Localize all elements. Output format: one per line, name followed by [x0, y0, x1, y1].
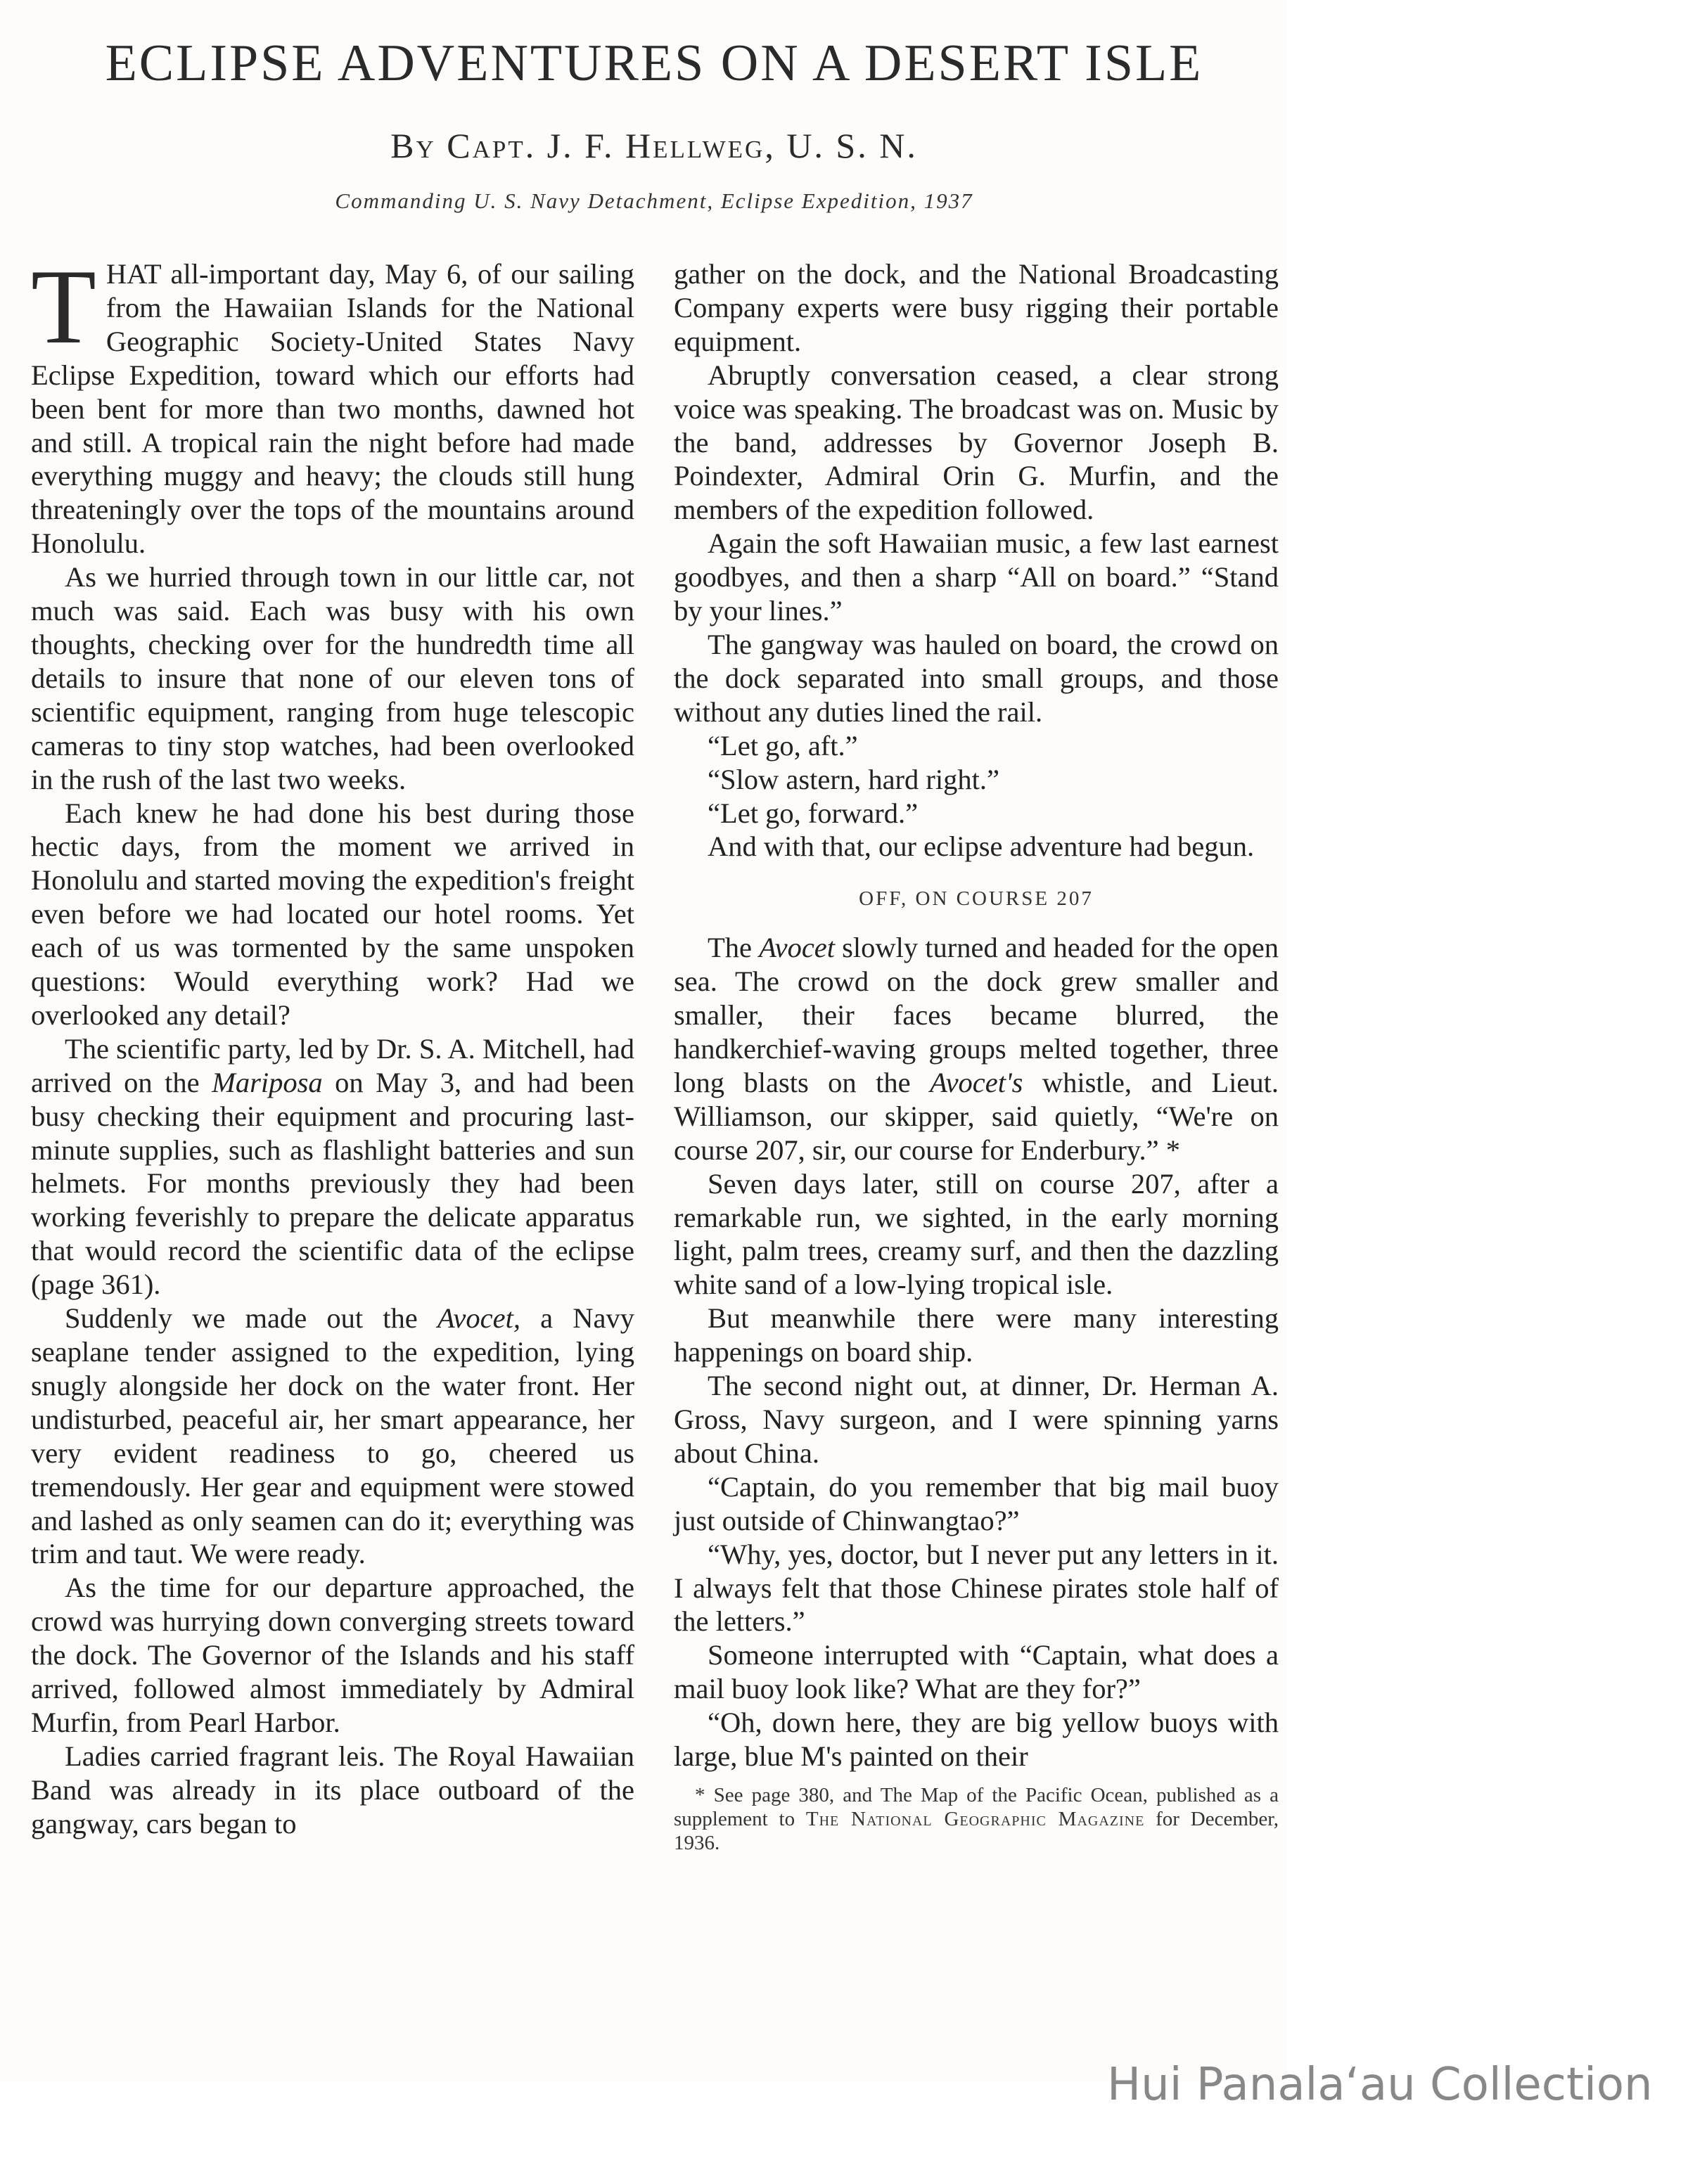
paragraph: The second night out, at dinner, Dr. Herman A. Gross, Navy surgeon, and I were spinning yarns about China. — [674, 1370, 1279, 1469]
paragraph: But meanwhile there were many interesting happenings on board ship. — [674, 1302, 1279, 1368]
paragraph: gather on the dock, and the National Broadcasting Company experts were busy rigging their portable equipment. — [674, 258, 1279, 357]
left-column — [31, 248, 634, 1841]
paragraph: The scientific party, led by Dr. S. A. Mitchell, had arrived on the Mariposa on May 3, and had been busy checking their equipment and procuring last-minute supplies, such as flashlight batteries and sun helmets. For months previously they had been working feverishly to prepare the delicate apparatus that would record the scientific data of the eclipse (page 361). — [31, 1032, 634, 1301]
author-subtitle: Commanding U. S. Navy Detachment, Eclipse Expedition, 1937 — [335, 188, 973, 213]
paragraph: “Let go, aft.” — [708, 729, 858, 762]
paragraph: Someone interrupted with “Captain, what does a mail buoy look like? What are they for?” — [674, 1639, 1279, 1705]
paragraph: The gangway was hauled on board, the crowd on the dock separated into small groups, and those without any duties lined the rail. — [674, 628, 1279, 728]
paragraph: The Avocet slowly turned and headed for the open sea. The crowd on the dock grew smaller and smaller, their faces became blurred, the handkerchief-waving groups melted together, three long blasts on the Avocet's whistle, and Lieut. Williamson, our skipper, said quietly, “We're on course 207, sir, our course for Enderbury.” * — [674, 932, 1279, 1166]
paragraph: Seven days later, still on course 207, after a remarkable run, we sighted, in the early morning light, palm trees, creamy surf, and then the dazzling white sand of a low-lying tropical isle. — [674, 1167, 1279, 1301]
paragraph: Suddenly we made out the Avocet, a Navy seaplane tender assigned to the expedition, lying snugly alongside her dock on the water front. Her undisturbed, peaceful air, her smart appearance, her very evident readiness to go, cheered us tremendously. Her gear and equipment were stowed and lashed as only seamen can do it; everything was trim and taut. We were ready. — [31, 1302, 634, 1570]
ship-name: Mariposa — [212, 1066, 323, 1098]
paragraph: As the time for our departure approached, the crowd was hurrying down converging streets toward the dock. The Governor of the Islands and his staff arrived, followed almost immediately by Admiral Murfin, from Pearl Harbor. — [31, 1572, 634, 1738]
paragraph: “Slow astern, hard right.” — [708, 763, 1000, 795]
paragraph: Each knew he had done his best during those hectic days, from the moment we arrived in Honolulu and started moving the expedition's freight even before we had located our hotel rooms. Yet each of us was tormented by the same unspoken questions: Would everything work? Had we overlooked any detail? — [31, 797, 634, 1031]
paragraph: Again the soft Hawaiian music, a few last earnest goodbyes, and then a sharp “All on board.” “Stand by your lines.” — [674, 527, 1279, 627]
paragraph: THAT all-important day, May 6, of our sailing from the Hawaiian Islands for the National Geographic Society-United States Navy Eclipse Expedition, toward which our efforts had been bent for more than two months, dawned hot and still. A tropical rain the night before had made everything muggy and heavy; the clouds still hung threateningly over the tops of the mountains around Honolulu. — [31, 248, 634, 560]
footnote: * See page 380, and The Map of the Pacific Ocean, published as a supplement to The National Geographic Magazine for December, 1936. — [674, 1783, 1279, 1854]
collection-watermark: Hui Panala‘au Collection — [1107, 2059, 1653, 2111]
paragraph: As we hurried through town in our little car, not much was said. Each was busy with his own thoughts, checking over for the hundredth time all details to insure that none of our eleven tons of scientific equipment, ranging from huge telescopic cameras to tiny stop watches, had been overlooked in the rush of the last two weeks. — [31, 561, 634, 795]
ship-name: Avocet — [759, 932, 836, 964]
paragraph: “Why, yes, doctor, but I never put any letters in it. I always felt that those Chinese pirates stole half of the letters.” — [674, 1538, 1279, 1638]
ship-name: Avocet, — [437, 1302, 520, 1335]
magazine-name: The National Geographic Magazine — [805, 1807, 1145, 1830]
footnote-spacer — [674, 1773, 1279, 1783]
ship-name: Avocet's — [930, 1066, 1023, 1098]
paragraph: “Oh, down here, they are big yellow buoys with large, blue M's painted on their — [674, 1707, 1279, 1773]
drop-cap: T — [31, 248, 96, 366]
section-heading: OFF, ON COURSE 207 — [859, 887, 1094, 911]
paragraph: Ladies carried fragrant leis. The Royal Hawaiian Band was already in its place outboard of the gangway, cars began to — [31, 1740, 634, 1839]
article-title: ECLIPSE ADVENTURES ON A DESERT ISLE — [105, 34, 1203, 92]
byline: By Capt. J. F. Hellweg, U. S. N. — [390, 126, 918, 165]
paragraph: Abruptly conversation ceased, a clear strong voice was speaking. The broadcast was on. Music by the band, addresses by Governor Joseph B. Poindexter, Admiral Orin G. Murfin, and the members of the expedition followed. — [674, 359, 1279, 526]
paragraph: “Let go, forward.” — [708, 797, 919, 829]
paragraph: “Captain, do you remember that big mail buoy just outside of Chinwangtao?” — [674, 1470, 1279, 1536]
right-column — [674, 257, 1279, 1855]
paragraph: And with that, our eclipse adventure had begun. — [708, 830, 1255, 863]
